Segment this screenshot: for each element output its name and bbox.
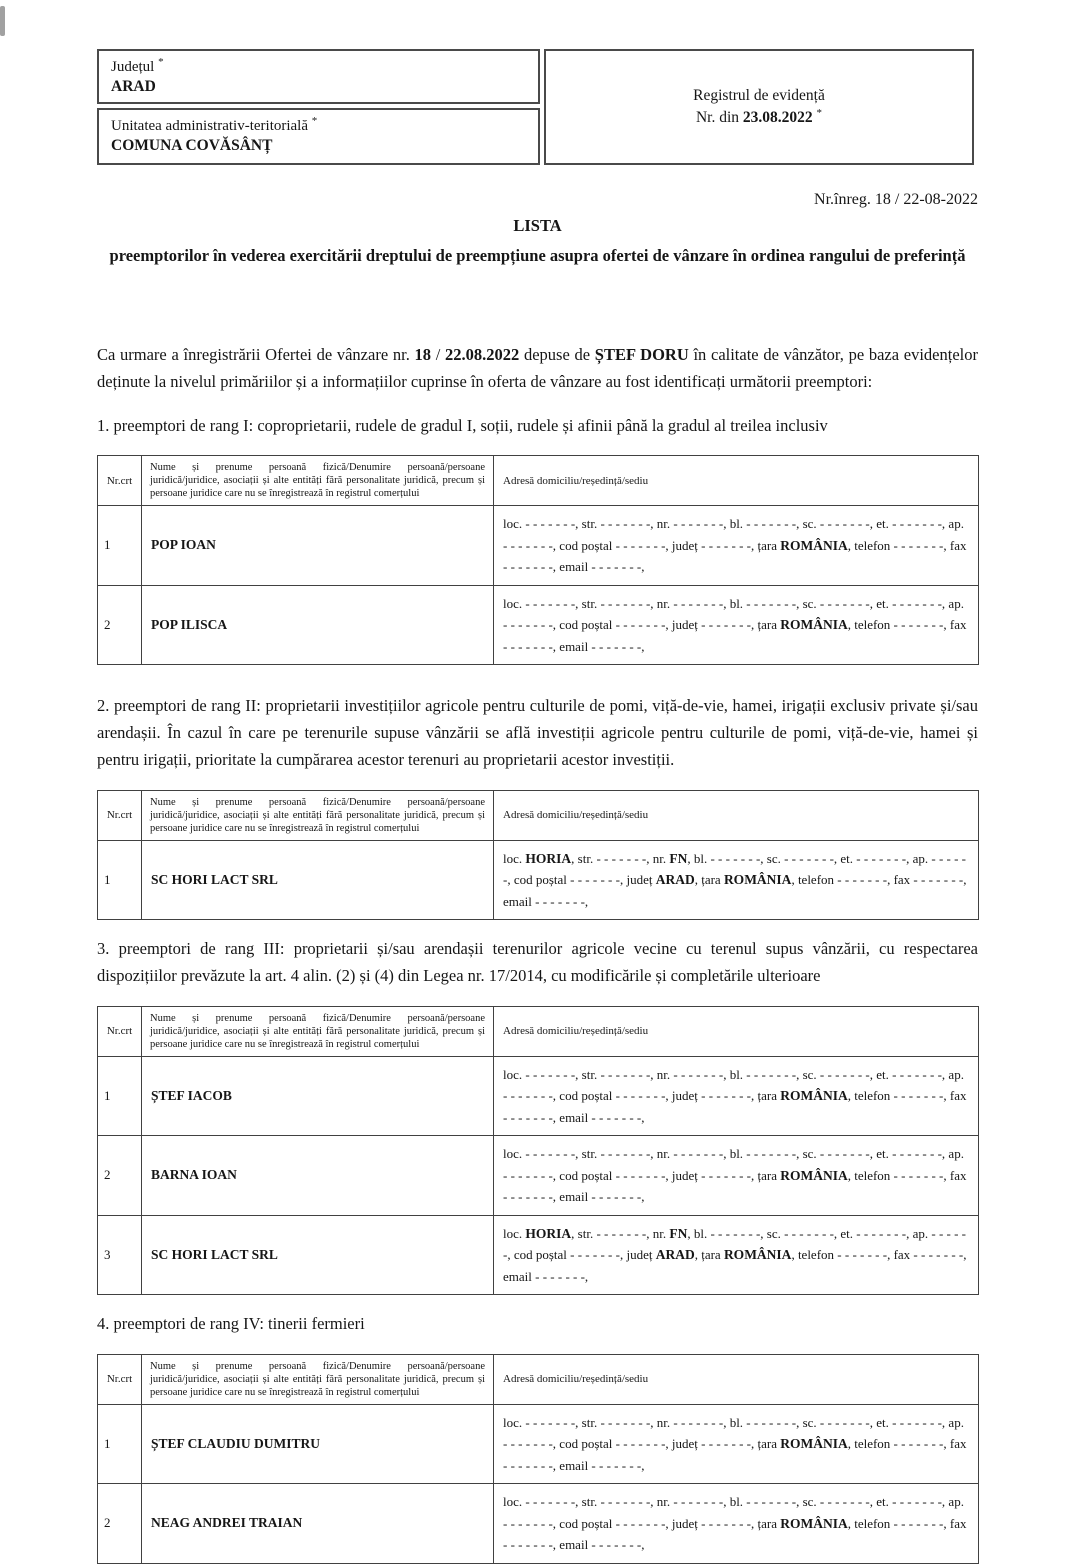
rank1-table — [97, 455, 979, 665]
address-locality: HORIA — [525, 1225, 572, 1241]
preemptor-name: SC HORI LACT SRL — [142, 1215, 494, 1295]
document-title: LISTA — [513, 216, 562, 235]
row-number: 1 — [98, 506, 142, 586]
uat-asterisk: * — [311, 115, 318, 127]
address-text: , str. - - - - - - -, nr. — [571, 850, 670, 866]
address-country: ROMÂNIA — [780, 1088, 848, 1103]
section-rank3-heading: 3. preemptori de rang III: proprietarii și/sau arendașii terenurilor agricole vecine cu terenul supus vânzării, cu respectarea dispozițiilor prevăzute la art. 4 alin. (2) și (4) din Legea nr. 17/2014, cu modificările și completările ulterioare — [97, 939, 978, 985]
preemptor-address — [494, 840, 979, 920]
rank4-table-header-row — [98, 1354, 979, 1404]
column-header-address: Adresă domiciliu/reședință/sediu — [494, 1354, 979, 1404]
column-header-address: Adresă domiciliu/reședință/sediu — [494, 1006, 979, 1056]
table-row — [98, 1136, 979, 1216]
intro-paragraph — [97, 341, 978, 395]
address-text: , bl. - - - - - - -, sc. - - - - - - -, et. - - - - - - -, ap. - - - - - -, cod poștal - - - - - - -, județ — [503, 850, 967, 887]
column-header-name: Nume și prenume persoană fizică/Denumire persoană/persoane juridică/juridice, asociații și alte entități fără personalitate juridică, precum și persoane juridice care nu se înregistrează în registrul comerțului — [142, 1354, 494, 1404]
address-text: , telefon - - - - - - -, fax - - - - - - -, email - - - - - - -, — [503, 537, 967, 574]
rank2-table — [97, 790, 979, 921]
address-text: loc. - - - - - - -, str. - - - - - - -, nr. - - - - - - -, bl. - - - - - - -, sc. - - - - - - -, et. - - - - - - -, ap. - - - - - - -, cod poștal - - - - - - -, județ - - - - - - -, țara — [503, 516, 964, 553]
address-text: , telefon - - - - - - -, fax - - - - - - -, email - - - - - - -, — [503, 1515, 967, 1552]
address-country: ROMÂNIA — [780, 537, 848, 553]
section-rank4-heading: 4. preemptori de rang IV: tinerii fermieri — [97, 1314, 365, 1333]
address-country: ROMÂNIA — [780, 1436, 848, 1451]
registry-cell — [544, 49, 974, 165]
row-number: 1 — [98, 1404, 142, 1484]
address-text: loc. — [503, 850, 526, 866]
row-number: 2 — [98, 1484, 142, 1564]
address-text: loc. - - - - - - -, str. - - - - - - -, nr. - - - - - - -, bl. - - - - - - -, sc. - - - - - - -, et. - - - - - - -, ap. - - - - - - -, cod poștal - - - - - - -, județ - - - - - - -, țara — [503, 1146, 964, 1183]
preemptor-name: POP ILISCA — [142, 585, 494, 665]
table-row — [98, 1056, 979, 1136]
intro-part2: depuse de — [519, 345, 595, 364]
row-number: 1 — [98, 840, 142, 920]
table-row — [98, 506, 979, 586]
address-country: ROMÂNIA — [723, 872, 792, 887]
county-cell — [97, 49, 540, 104]
address-text: loc. - - - - - - -, str. - - - - - - -, nr. - - - - - - -, bl. - - - - - - -, sc. - - - - - - -, et. - - - - - - -, ap. - - - - - - -, cod poștal - - - - - - -, județ - - - - - - -, țara — [503, 595, 964, 632]
county-asterisk: * — [158, 56, 164, 68]
rank4-table — [97, 1354, 979, 1564]
uat-cell — [97, 108, 540, 165]
preemptor-address — [494, 585, 979, 665]
registry-prefix: Nr. din — [695, 109, 743, 126]
address-text: , telefon - - - - - - -, fax - - - - - - -, email - - - - - - -, — [503, 872, 967, 909]
page-content — [0, 49, 1079, 1564]
registry-asterisk: * — [816, 106, 823, 119]
offer-date: 22.08.2022 — [445, 345, 520, 364]
preemptor-address — [494, 1056, 979, 1136]
column-header-address: Adresă domiciliu/reședință/sediu — [494, 790, 979, 840]
county-label: Județul — [111, 59, 155, 75]
preemptor-address — [494, 1484, 979, 1564]
table-row-clipped — [98, 1484, 979, 1564]
registry-title: Registrul de evidență — [693, 87, 825, 104]
preemptor-address — [494, 506, 979, 586]
rank2-table-header-row — [98, 790, 979, 840]
section-rank2-heading: 2. preemptori de rang II: proprietarii investițiilor agricole pentru culturile de pomi, viță-de-vie, hamei, irigații exclusiv private și/sau arendașii. În cazul în care pe terenurile supuse vânzării se află investiții agricole pentru culturile de pomi, viță-de-vie, hamei și pentru irigații, prioritate la cumpărarea acestor terenuri au proprietarii acestor investiții. — [97, 696, 978, 769]
address-county: ARAD — [655, 872, 695, 887]
intro-separator: / — [431, 345, 446, 364]
row-number: 2 — [98, 1136, 142, 1216]
table-row — [98, 1404, 979, 1484]
column-header-nr: Nr.crt — [98, 456, 142, 506]
column-header-nr: Nr.crt — [98, 1006, 142, 1056]
preemptor-name: NEAG ANDREI TRAIAN — [142, 1484, 494, 1564]
row-number: 2 — [98, 585, 142, 665]
document-subtitle: preemptorilor în vederea exercitării dreptului de preempțiune asupra ofertei de vânzare în ordinea rangului de preferință — [109, 246, 966, 265]
offer-number: 18 — [414, 345, 432, 364]
address-text: , telefon - - - - - - -, fax - - - - - - -, email - - - - - - -, — [503, 1436, 967, 1473]
address-street-no: FN — [669, 850, 688, 866]
rank3-table — [97, 1006, 979, 1296]
uat-value: COMUNA COVĂSÂNȚ — [111, 137, 273, 154]
seller-name: ȘTEF DORU — [594, 345, 689, 364]
column-header-name: Nume și prenume persoană fizică/Denumire persoană/persoane juridică/juridice, asociații și alte entități fără personalitate juridică, precum și persoane juridice care nu se înregistrează în registrul comerțului — [142, 790, 494, 840]
county-label-line — [111, 56, 526, 76]
column-header-name: Nume și prenume persoană fizică/Denumire persoană/persoane juridică/juridice, asociații și alte entități fără personalitate juridică, precum și persoane juridice care nu se înregistrează în registrul comerțului — [142, 1006, 494, 1056]
uat-label-line — [111, 115, 526, 135]
preemptor-name: SC HORI LACT SRL — [142, 840, 494, 920]
rank3-table-header-row — [98, 1006, 979, 1056]
table-row — [98, 585, 979, 665]
address-locality: HORIA — [525, 850, 572, 866]
address-text: , telefon - - - - - - -, fax - - - - - - -, email - - - - - - -, — [503, 1088, 967, 1125]
address-text: , str. - - - - - - -, nr. — [571, 1225, 670, 1241]
address-text: , telefon - - - - - - -, fax - - - - - - -, email - - - - - - -, — [503, 1247, 967, 1284]
address-text: loc. - - - - - - -, str. - - - - - - -, nr. - - - - - - -, bl. - - - - - - -, sc. - - - - - - -, et. - - - - - - -, ap. - - - - - - -, cod poștal - - - - - - -, județ - - - - - - -, țara — [503, 1494, 964, 1531]
preemptor-name: ȘTEF CLAUDIU DUMITRU — [142, 1404, 494, 1484]
address-text: , telefon - - - - - - -, fax - - - - - - -, email - - - - - - -, — [503, 1167, 967, 1204]
header-left-column — [97, 49, 540, 165]
row-number: 3 — [98, 1215, 142, 1295]
header-box — [97, 49, 978, 165]
address-country: ROMÂNIA — [780, 1515, 848, 1531]
rank1-table-header-row — [98, 456, 979, 506]
registration-number-line: Nr.înreg. 18 / 22-08-2022 — [814, 191, 978, 208]
row-number: 1 — [98, 1056, 142, 1136]
address-country: ROMÂNIA — [780, 617, 848, 632]
address-text: , țara — [694, 872, 724, 887]
table-row — [98, 1215, 979, 1295]
registry-number-line — [695, 106, 823, 127]
intro-part3: în calitate de vânzător, pe baza evidențelor deținute la nivelul primăriilor și a informațiilor cuprinse în oferta de vânzare au fost identificați următorii preemptori: — [97, 345, 978, 391]
county-value: ARAD — [111, 78, 156, 95]
preemptor-name: POP IOAN — [142, 506, 494, 586]
section-rank1-heading: 1. preemptori de rang I: coproprietarii, rudele de gradul I, soții, rudele și afinii până la gradul al treilea inclusiv — [97, 415, 828, 435]
column-header-nr: Nr.crt — [98, 790, 142, 840]
preemptor-address — [494, 1136, 979, 1216]
uat-label: Unitatea administrativ-teritorială — [111, 118, 309, 134]
preemptor-address — [494, 1215, 979, 1295]
preemptor-name: BARNA IOAN — [142, 1136, 494, 1216]
address-text: loc. - - - - - - -, str. - - - - - - -, nr. - - - - - - -, bl. - - - - - - -, sc. - - - - - - -, et. - - - - - - -, ap. - - - - - - -, cod poștal - - - - - - -, județ - - - - - - -, țara — [503, 1066, 964, 1103]
column-header-nr: Nr.crt — [98, 1354, 142, 1404]
address-country: ROMÂNIA — [723, 1247, 792, 1262]
registry-date: 23.08.2022 — [742, 109, 813, 126]
column-header-name: Nume și prenume persoană fizică/Denumire persoană/persoane juridică/juridice, asociații și alte entități fără personalitate juridică, precum și persoane juridice care nu se înregistrează în registrul comerțului — [142, 456, 494, 506]
address-street-no: FN — [669, 1225, 688, 1241]
address-text: loc. — [503, 1225, 526, 1241]
address-text: , bl. - - - - - - -, sc. - - - - - - -, et. - - - - - - -, ap. - - - - - -, cod poștal - - - - - - -, județ — [503, 1225, 967, 1262]
address-country: ROMÂNIA — [780, 1167, 848, 1183]
address-text: loc. - - - - - - -, str. - - - - - - -, nr. - - - - - - -, bl. - - - - - - -, sc. - - - - - - -, et. - - - - - - -, ap. - - - - - - -, cod poștal - - - - - - -, județ - - - - - - -, țara — [503, 1414, 964, 1451]
address-county: ARAD — [655, 1247, 695, 1262]
preemptor-name: ȘTEF IACOB — [142, 1056, 494, 1136]
table-row — [98, 840, 979, 920]
intro-part1: Ca urmare a înregistrării Ofertei de vânzare nr. — [97, 345, 415, 364]
preemptor-address — [494, 1404, 979, 1484]
column-header-address: Adresă domiciliu/reședință/sediu — [494, 456, 979, 506]
address-text: , țara — [694, 1247, 724, 1262]
address-text: , telefon - - - - - - -, fax - - - - - - -, email - - - - - - -, — [503, 617, 967, 654]
